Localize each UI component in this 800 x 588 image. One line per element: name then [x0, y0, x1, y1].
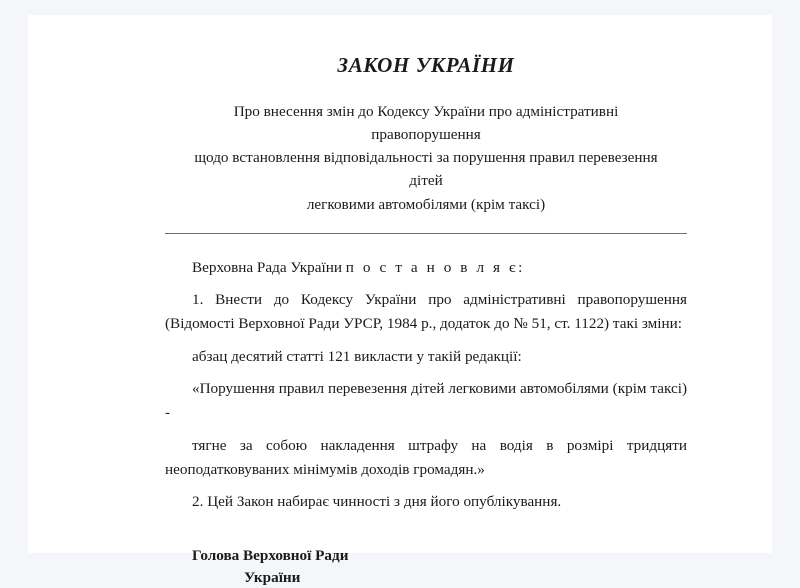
amendment-intro-paragraph: 1. Внести до Кодексу України про адміністративні правопорушення (Відомості Верховної Ради УРСР, 1984 р., додаток до № 51, ст. 1122) такі зміни:: [165, 291, 687, 333]
article-reference-paragraph: абзац десятий статті 121 викласти у такій редакції:: [192, 347, 522, 365]
horizontal-rule: [165, 233, 687, 234]
signature-block: [165, 545, 687, 588]
subtitle-line-1: Про внесення змін до Кодексу України про адміністративні правопорушення: [233, 103, 619, 144]
preamble-lead: Верховна Рада України: [192, 258, 346, 276]
document-content: [165, 53, 687, 588]
preamble-spaced-text: п о с т а н о в л я є:: [345, 258, 525, 276]
signatory-title-line-1: Голова Верховної Ради: [192, 546, 349, 564]
page-title: ЗАКОН УКРАЇНИ: [337, 53, 515, 77]
divider: [165, 233, 687, 234]
subtitle-line-3: легковими автомобілями (крім таксі): [306, 195, 546, 213]
effective-date-paragraph: 2. Цей Закон набирає чинності з дня його опублікування.: [192, 493, 562, 511]
quoted-penalty-paragraph: тягне за собою накладення штрафу на водія в розмірі тридцяти неоподатковуваних мінімумів доходів громадян.»: [165, 436, 687, 478]
preamble-paragraph: [165, 256, 687, 280]
quoted-violation-paragraph: «Порушення правил перевезення дітей легковими автомобілями (крім таксі) -: [165, 380, 687, 422]
document-subtitle: [178, 100, 674, 215]
subtitle-line-2: щодо встановлення відповідальності за порушення правил перевезення дітей: [194, 149, 658, 190]
document-page-sheet: [28, 15, 772, 586]
signatory-title-line-2: України: [244, 568, 301, 586]
